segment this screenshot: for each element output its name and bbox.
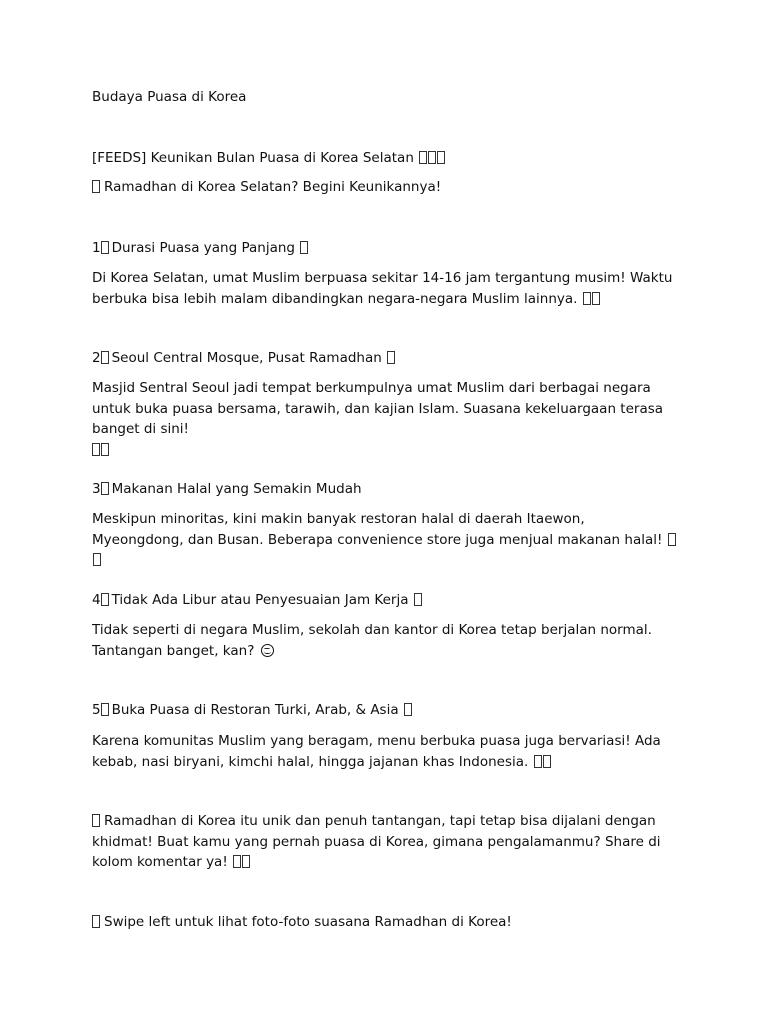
section-number: 2 — [92, 350, 101, 366]
missing-glyph-icon — [92, 180, 100, 193]
missing-glyph-icon — [437, 151, 445, 164]
intro-line — [92, 177, 441, 197]
closing-paragraph — [92, 811, 676, 873]
missing-glyph-icon — [92, 915, 100, 928]
section-body-text: Karena komunitas Muslim yang beragam, menu berbuka puasa juga bervariasi! Ada kebab, nasi biryani, kimchi halal, hingga jajanan khas Indonesia. — [92, 733, 661, 770]
closing-text: Ramadhan di Korea itu unik dan penuh tantangan, tapi tetap bisa dijalani dengan khidmat! Buat kamu yang pernah puasa di Korea, gimana pengalamanmu? Share di kolom komentar ya! — [92, 813, 661, 870]
section-number: 3 — [92, 481, 101, 497]
missing-glyph-icon — [101, 703, 109, 716]
missing-glyph-icon — [242, 855, 250, 868]
missing-glyph-icon — [101, 593, 109, 606]
section-heading-1 — [92, 238, 308, 258]
section-heading-5 — [92, 700, 412, 720]
intro-text: Ramadhan di Korea Selatan? Begini Keunikannya! — [104, 179, 442, 195]
swipe-cta — [92, 912, 512, 932]
missing-glyph-icon — [92, 814, 100, 827]
post-headline — [92, 148, 445, 168]
section-body-5 — [92, 731, 676, 772]
section-body-text: Meskipun minoritas, kini makin banyak restoran halal di daerah Itaewon, Myeongdong, dan Busan. Beberapa convenience store juga menjual makanan halal! — [92, 511, 663, 548]
missing-glyph-icon — [404, 703, 412, 716]
document-title-text: Budaya Puasa di Korea — [92, 89, 247, 105]
section-heading-text: Buka Puasa di Restoran Turki, Arab, & Asia — [111, 702, 399, 718]
section-heading-text: Durasi Puasa yang Panjang — [111, 240, 295, 256]
missing-glyph-icon — [583, 292, 591, 305]
section-number: 5 — [92, 702, 101, 718]
missing-glyph-icon — [592, 292, 600, 305]
missing-glyph-icon — [101, 443, 109, 456]
missing-glyph-icon — [101, 241, 109, 254]
missing-glyph-icon — [428, 151, 436, 164]
section-body-text: Di Korea Selatan, umat Muslim berpuasa sekitar 14-16 jam tergantung musim! Waktu berbuka bisa lebih malam dibandingkan negara-negara Muslim lainnya. — [92, 270, 673, 307]
section-heading-text: Makanan Halal yang Semakin Mudah — [111, 481, 362, 497]
section-heading-text: Tidak Ada Libur atau Penyesuaian Jam Kerja — [111, 592, 409, 608]
missing-glyph-icon — [233, 855, 241, 868]
document-title — [92, 87, 246, 107]
missing-glyph-icon — [534, 755, 542, 768]
missing-glyph-icon — [101, 482, 109, 495]
section-body-text: Masjid Sentral Seoul jadi tempat berkumpulnya umat Muslim dari berbagai negara untuk buka puasa bersama, tarawih, dan kajian Islam. Suasana kekeluargaan terasa banget di sini! — [92, 380, 664, 437]
section-number: 1 — [92, 240, 101, 256]
missing-glyph-icon — [414, 593, 422, 606]
section-body-2 — [92, 378, 676, 460]
post-headline-text: [FEEDS] Keunikan Bulan Puasa di Korea Selatan — [92, 150, 414, 166]
missing-glyph-icon — [387, 351, 395, 364]
section-body-3 — [92, 509, 676, 571]
section-number: 4 — [92, 592, 101, 608]
swipe-cta-text: Swipe left untuk lihat foto-foto suasana Ramadhan di Korea! — [104, 914, 512, 930]
missing-glyph-icon — [101, 351, 109, 364]
section-body-4 — [92, 620, 676, 661]
section-heading-text: Seoul Central Mosque, Pusat Ramadhan — [111, 350, 382, 366]
grinning-face-icon — [261, 644, 274, 657]
section-heading-3 — [92, 479, 362, 499]
missing-glyph-icon — [543, 755, 551, 768]
missing-glyph-icon — [93, 553, 101, 566]
section-body-1 — [92, 268, 676, 309]
section-body-text: Tidak seperti di negara Muslim, sekolah dan kantor di Korea tetap berjalan normal. Tantangan banget, kan? — [92, 622, 652, 659]
section-heading-2 — [92, 348, 395, 368]
missing-glyph-icon — [300, 241, 308, 254]
missing-glyph-icon — [92, 443, 100, 456]
section-heading-4 — [92, 590, 422, 610]
missing-glyph-icon — [668, 533, 676, 546]
missing-glyph-icon — [419, 151, 427, 164]
